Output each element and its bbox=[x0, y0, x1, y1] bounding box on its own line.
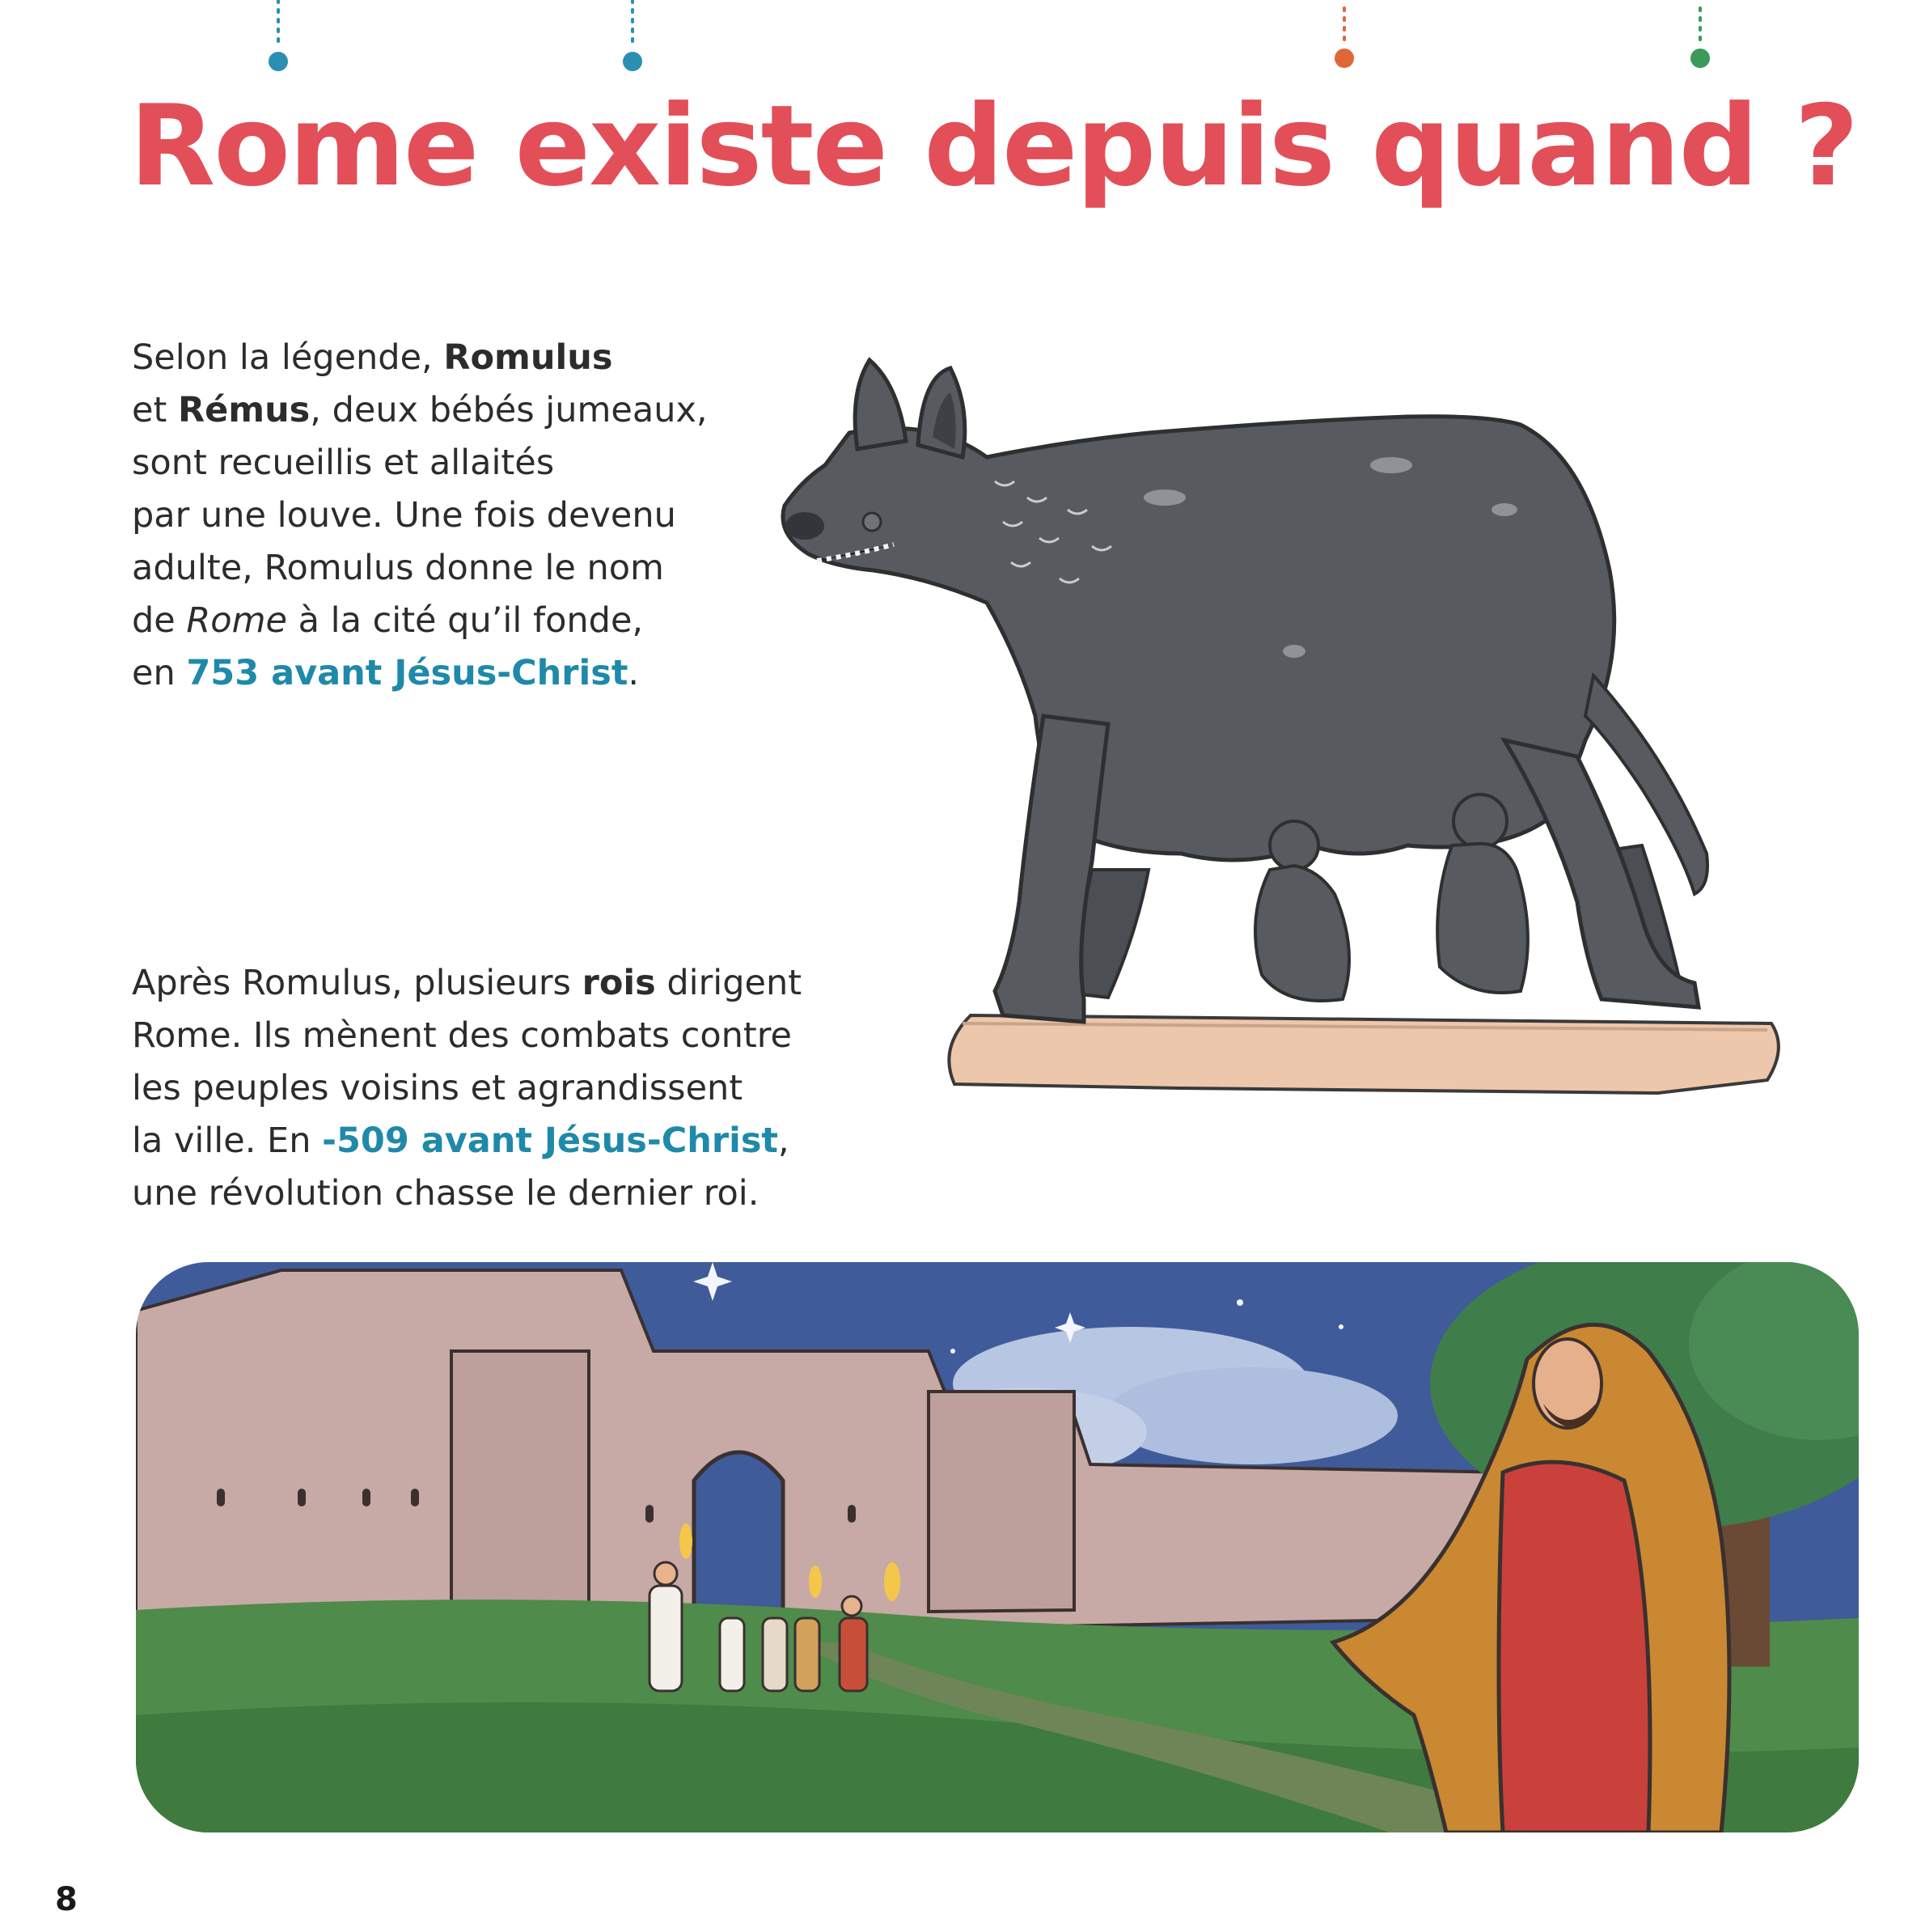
roman-wall-night-scene bbox=[136, 1262, 1859, 1832]
kings-paragraph: Après Romulus, plusieurs rois dirigent Rome. Ils mènent des combats contre les peuples voisins et agrandissent la ville. En -509 avant Jésus-Christ, une révolution chasse le dernier roi. bbox=[132, 963, 802, 1214]
capitoline-wolf-illustration bbox=[728, 336, 1860, 1104]
page-title: Rome existe depuis quand ? bbox=[129, 81, 1858, 211]
hanging-dot-decoration bbox=[1688, 0, 1712, 81]
date-highlight: 753 avant Jésus-Christ bbox=[186, 653, 628, 693]
date-highlight: -509 avant Jésus-Christ bbox=[322, 1121, 778, 1161]
intro-paragraph: Selon la légende, Romulus et Rémus, deux bébés jumeaux, sont recueillis et allaités par une louve. Une fois devenu adulte, Romulus donne le nom de Rome à la cité qu’il fonde, en 753 avant Jésus-Christ. bbox=[132, 337, 708, 693]
hanging-dot-decoration bbox=[1332, 0, 1356, 81]
hanging-dot-decoration bbox=[620, 0, 645, 81]
hanging-dot-decoration bbox=[266, 0, 290, 81]
page-number: 8 bbox=[55, 1881, 78, 1918]
